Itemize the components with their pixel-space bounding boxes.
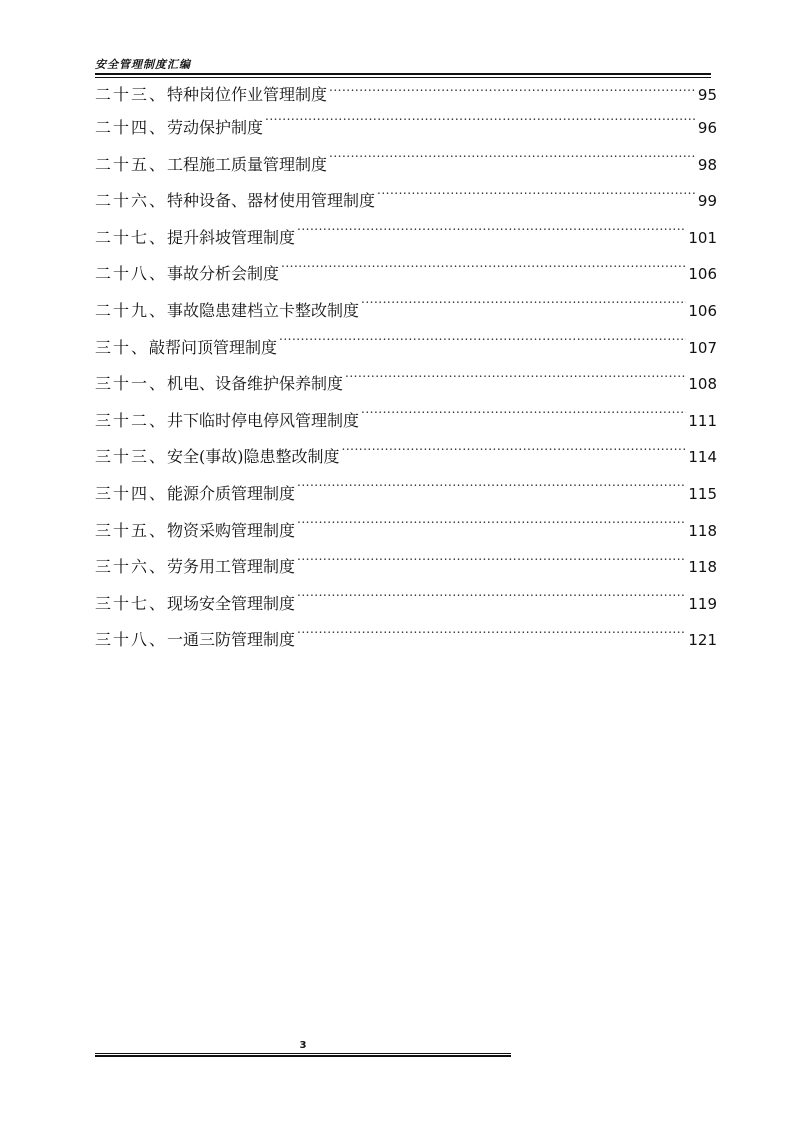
toc-entry[interactable] [95, 147, 717, 184]
toc-entry-page: 106 [688, 265, 717, 284]
toc-dot-leader [279, 337, 686, 353]
toc-entry[interactable] [95, 403, 717, 440]
toc-entry-title: 安全(事故)隐患整改制度 [167, 447, 340, 467]
toc-entry-title: 物资采购管理制度 [167, 520, 296, 540]
toc-entry-title: 特种设备、器材使用管理制度 [167, 191, 376, 211]
toc-entry-page: 101 [688, 228, 717, 247]
toc-entry-title: 现场安全管理制度 [167, 593, 296, 613]
toc-entry-page: 106 [688, 301, 717, 320]
toc-dot-leader [361, 410, 686, 426]
toc-entry-number: 三十七、 [95, 593, 168, 613]
toc-dot-leader [329, 154, 696, 170]
toc-entry-number: 二十六、 [95, 191, 168, 211]
toc-entry-page: 111 [688, 411, 717, 430]
footer-rule-thin [95, 1053, 511, 1054]
toc-entry-page: 118 [688, 521, 717, 540]
toc-entry[interactable] [95, 513, 717, 550]
toc-dot-leader [297, 483, 686, 499]
toc-dot-leader [329, 84, 696, 100]
toc-entry-page: 108 [688, 375, 717, 394]
toc-entry-number: 三十六、 [95, 557, 168, 577]
toc-entry-title: 劳务用工管理制度 [167, 557, 296, 577]
toc-dot-leader [345, 373, 686, 389]
page-header [95, 54, 711, 78]
toc-entry-title: 提升斜坡管理制度 [167, 227, 296, 247]
toc-entry-number: 三十三、 [95, 447, 168, 467]
toc-entry-number: 二十五、 [95, 154, 168, 174]
toc-entry-page: 96 [697, 119, 717, 137]
toc-dot-leader [297, 227, 686, 243]
toc-entry[interactable] [95, 80, 717, 110]
toc-entry-title: 事故隐患建档立卡整改制度 [167, 300, 360, 320]
toc-entry[interactable] [95, 366, 717, 403]
toc-dot-leader [377, 190, 696, 206]
toc-entry-number: 二十七、 [95, 227, 168, 247]
toc-entry-title: 机电、设备维护保养制度 [167, 374, 344, 394]
toc-dot-leader [361, 300, 686, 316]
toc-entry-number: 三十八、 [95, 630, 168, 650]
toc-entry[interactable] [95, 586, 717, 623]
toc-entry[interactable] [95, 549, 717, 586]
toc-dot-leader [297, 593, 686, 609]
toc-dot-leader [342, 446, 687, 462]
toc-entry-number: 二十四、 [95, 118, 168, 137]
toc-entry-page: 115 [688, 484, 717, 503]
toc-entry-page: 98 [697, 155, 717, 174]
toc-dot-leader [281, 263, 686, 279]
toc-entry-number: 三十五、 [95, 520, 168, 540]
header-rule-thin [95, 77, 711, 78]
toc-entry-page: 107 [688, 338, 717, 357]
toc-entry[interactable] [95, 183, 717, 220]
toc-entry[interactable] [95, 622, 717, 659]
header-title: 安全管理制度汇编 [95, 58, 191, 71]
toc-dot-leader [265, 117, 696, 133]
toc-entry-number: 三十、 [95, 337, 150, 357]
toc-entry-title: 劳动保护制度 [167, 118, 264, 137]
toc-entry-page: 99 [697, 192, 717, 211]
toc-entry-number: 三十二、 [95, 410, 168, 430]
header-rule [95, 73, 711, 75]
toc-dot-leader [297, 556, 686, 572]
toc-entry[interactable] [95, 330, 717, 367]
toc-entry-title: 一通三防管理制度 [167, 630, 296, 650]
table-of-contents [95, 80, 717, 659]
toc-entry[interactable] [95, 293, 717, 330]
toc-entry-title: 工程施工质量管理制度 [167, 154, 328, 174]
toc-entry-number: 二十八、 [95, 264, 168, 284]
toc-entry-title: 特种岗位作业管理制度 [167, 85, 328, 104]
toc-entry-number: 二十三、 [95, 85, 168, 104]
toc-dot-leader [297, 629, 686, 645]
toc-entry[interactable] [95, 110, 717, 147]
toc-dot-leader [297, 520, 686, 536]
toc-entry-page: 114 [688, 448, 717, 467]
toc-entry-page: 95 [697, 86, 717, 104]
toc-entry[interactable] [95, 220, 717, 257]
toc-entry[interactable] [95, 256, 717, 293]
page-number: 3 [299, 1040, 307, 1051]
toc-entry[interactable] [95, 439, 717, 476]
toc-entry-number: 三十四、 [95, 483, 168, 503]
toc-entry-page: 118 [688, 558, 717, 577]
toc-entry-number: 二十九、 [95, 300, 168, 320]
footer-rule [95, 1055, 511, 1057]
toc-entry-title: 敲帮问顶管理制度 [149, 337, 278, 357]
toc-entry-title: 能源介质管理制度 [167, 483, 296, 503]
page-footer [95, 1040, 511, 1060]
toc-entry-page: 119 [688, 594, 717, 613]
toc-entry-title: 事故分析会制度 [167, 264, 280, 284]
toc-entry-title: 井下临时停电停风管理制度 [167, 410, 360, 430]
toc-entry-number: 三十一、 [95, 374, 168, 394]
toc-entry-page: 121 [688, 631, 717, 650]
toc-entry[interactable] [95, 476, 717, 513]
